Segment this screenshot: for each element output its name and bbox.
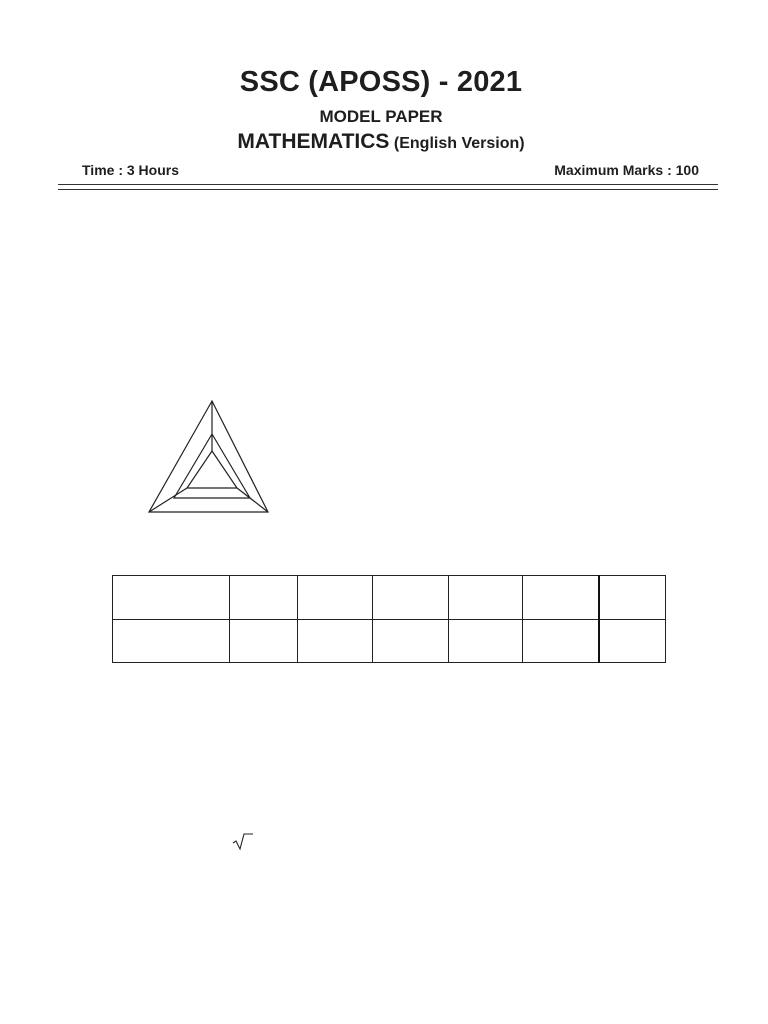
connector-right (237, 488, 268, 512)
table-cell (230, 576, 298, 620)
square-root-symbol-icon (232, 831, 254, 851)
table-cell (523, 619, 599, 663)
table-cell (599, 576, 666, 620)
paper-title: SSC (APOSS) - 2021 (239, 66, 523, 98)
table-cell (373, 619, 449, 663)
table-cell (298, 619, 373, 663)
header-rule-top (58, 184, 718, 185)
table-cell (599, 619, 666, 663)
table-cell (523, 576, 599, 620)
connector-left (149, 488, 187, 512)
table-cell (230, 619, 298, 663)
subject-version: (English Version) (393, 135, 525, 152)
nested-triangle-figure (147, 399, 271, 515)
subject-name: MATHEMATICS (237, 130, 390, 153)
inner-triangle (187, 451, 237, 488)
time-allowed: Time : 3 Hours (82, 162, 179, 178)
table-cell (298, 576, 373, 620)
table-cell (113, 619, 230, 663)
table-row (113, 619, 666, 663)
paper-subtitle: MODEL PAPER (319, 107, 443, 126)
table-row (113, 576, 666, 620)
table-cell (113, 576, 230, 620)
table-cell (449, 619, 523, 663)
header-rule-bottom (58, 189, 718, 190)
subject-line (0, 130, 762, 154)
data-table (112, 575, 666, 663)
maximum-marks: Maximum Marks : 100 (554, 162, 699, 178)
table-cell (373, 576, 449, 620)
table-cell (449, 576, 523, 620)
